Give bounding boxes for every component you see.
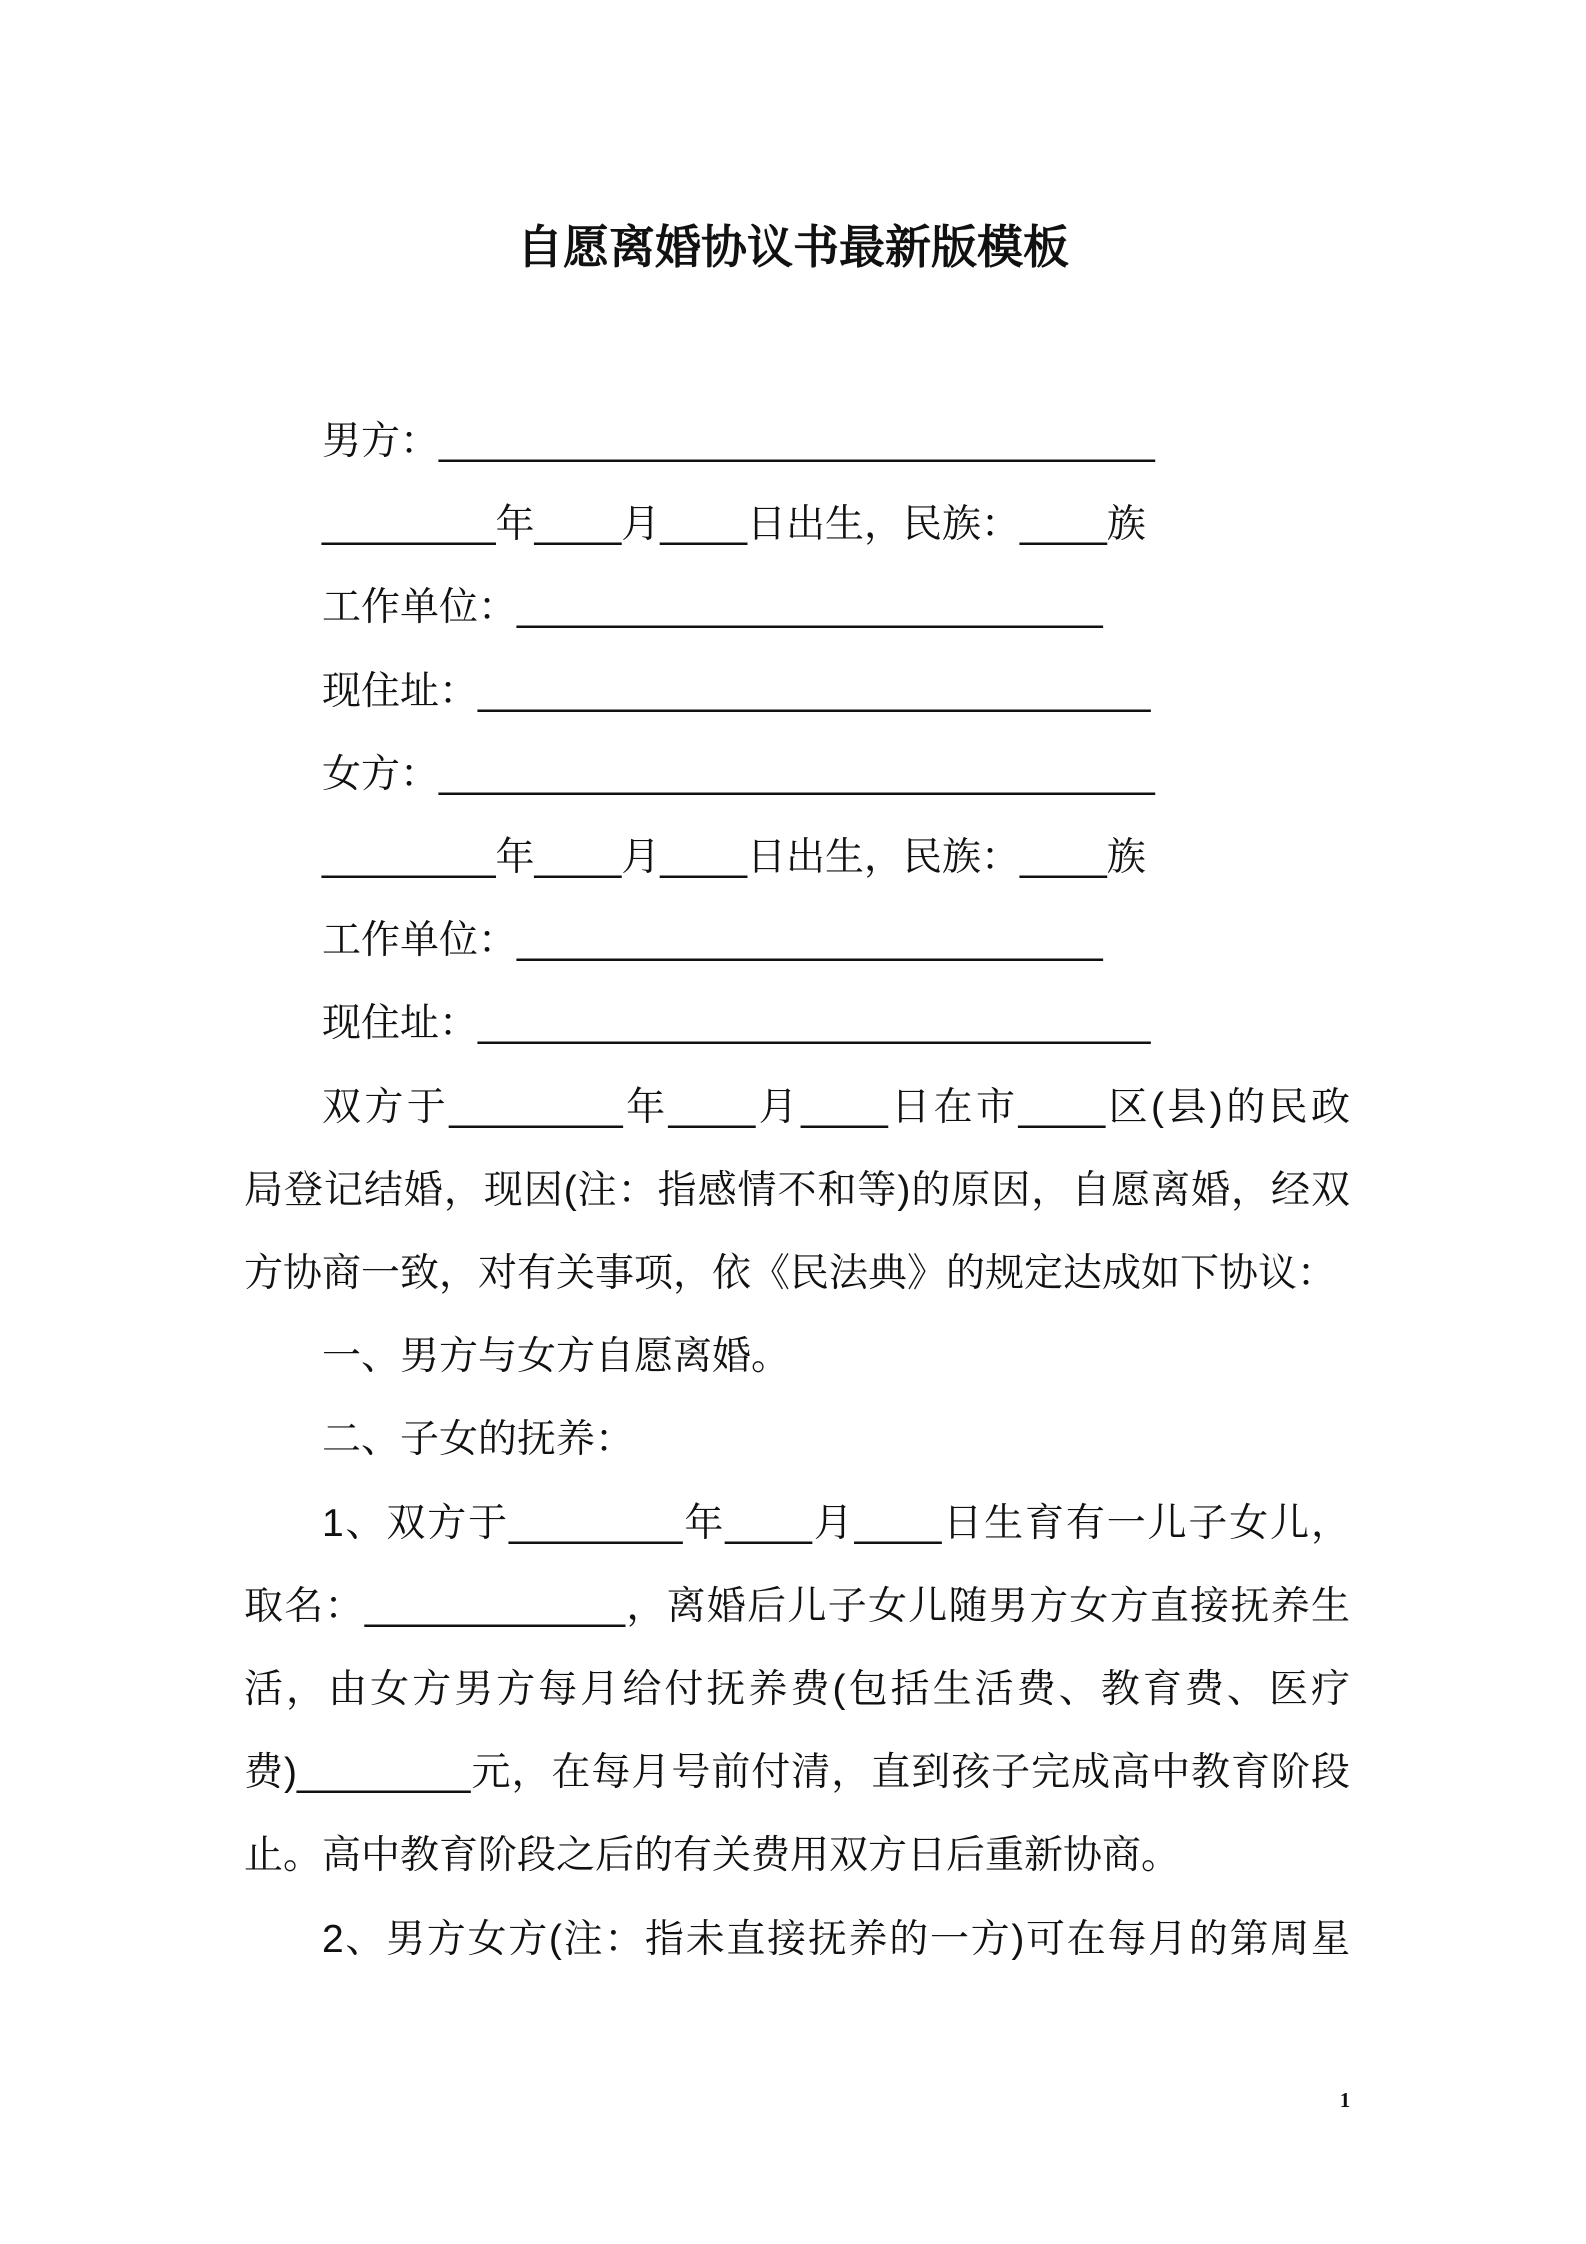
document-body <box>244 400 1350 1981</box>
paragraph-line: 费)________元，在每月号前付清，直到孩子完成高中教育阶段 <box>244 1751 1350 1795</box>
male-employer-line: 工作单位：___________________________ <box>322 586 1103 630</box>
child-custody-paragraph <box>244 1482 1350 1898</box>
paragraph-line: 取名：____________，离婚后儿子女儿随男方女方直接抚养生 <box>244 1584 1350 1628</box>
female-address-line: 现住址：_______________________________ <box>322 1002 1151 1046</box>
document-title: 自愿离婚协议书最新版模板 <box>517 221 1069 273</box>
clause-two-heading <box>244 1398 1350 1481</box>
paragraph-line: 一、男方与女方自愿离婚。 <box>322 1335 791 1379</box>
female-birth-line: ________年____月____日出生，民族：____族 <box>322 836 1146 880</box>
female-party-section <box>244 733 1350 1066</box>
male-name-line: 男方：_________________________________ <box>322 420 1155 463</box>
marriage-registration-paragraph <box>244 1066 1350 1316</box>
paragraph-line: 方协商一致，对有关事项，依《民法典》的规定达成如下协议： <box>244 1252 1337 1296</box>
paragraph-line: 1、双方于________年____月____日生育有一儿子女儿， <box>322 1501 1350 1545</box>
male-birth-line: ________年____月____日出生，民族：____族 <box>322 503 1146 547</box>
paragraph-line: 2、男方女方(注：指未直接抚养的一方)可在每月的第周星 <box>322 1917 1350 1961</box>
female-name-line: 女方：_________________________________ <box>322 752 1155 796</box>
page-number: 1 <box>1339 2088 1351 2112</box>
paragraph-line: 双方于________年____月____日在市____区(县)的民政 <box>322 1085 1350 1129</box>
paragraph-line: 止。高中教育阶段之后的有关费用双方日后重新协商。 <box>244 1834 1181 1878</box>
female-employer-line: 工作单位：___________________________ <box>322 919 1103 963</box>
visitation-paragraph <box>244 1898 1350 1981</box>
clause-one-paragraph <box>244 1315 1350 1398</box>
male-address-line: 现住址：_______________________________ <box>322 669 1151 713</box>
paragraph-line: 二、子女的抚养： <box>322 1418 635 1462</box>
paragraph-line: 局登记结婚，现因(注：指感情不和等)的原因，自愿离婚，经双 <box>244 1168 1350 1212</box>
male-party-section <box>244 400 1350 733</box>
paragraph-line: 活，由女方男方每月给付抚养费(包括生活费、教育费、医疗 <box>244 1668 1350 1712</box>
